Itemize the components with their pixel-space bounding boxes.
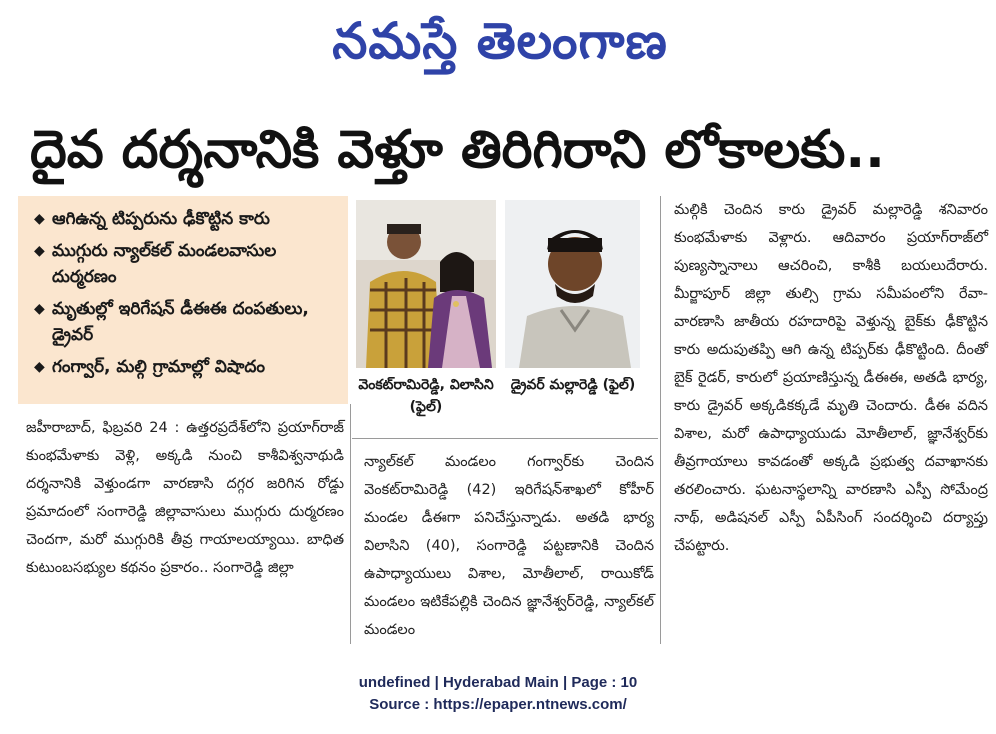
article-headline: దైవ దర్శనానికి వెళ్తూ తిరిగిరాని లోకాలకు.. [30,120,885,180]
highlight-item [34,238,338,290]
masthead-logo: నమస్తే తెలంగాణ [332,12,668,70]
article-column-3: మల్గికి చెందిన కారు డ్రైవర్ మల్లారెడ్డి శనివారం కుంభమేళాకు వెళ్లారు. ఆదివారం ప్రయాగ్‌రాజ్‌లో పుణ్యస్నానాలు ఆచరించి, కాశీకి బయలుదేరారు. మీర్జాపూర్ జిల్లా తుల్సి గ్రామ సమీపంలోని రేవా- వారణాసి జాతీయ రహదారిపై వెళ్తున్న బైక్‌కు ఢీకొట్టిన కారు అదుపుతప్పి ఆగి ఉన్న టిప్పర్‌కు ఢీకొట్టింది. దీంతో బైక్ రైడర్, కారులో ప్రయాణిస్తున్న డీఈఈ, అతడి భార్య, కారు డ్రైవర్ అక్కడికక్కడే మృతి చెందారు. డీఈ వదిన విశాల, మరో ఉపాధ్యాయుడు మోతీలాల్, జ్ఞానేశ్వర్‌కు తీవ్రగాయాలు కావడంతో అక్కడి ప్రభుత్వ దవాఖానకు తరలించారు. ఘటనాస్థలాన్ని వారణాసి ఎస్పీ సోమేంద్ర నాథ్, అడిషనల్ ఎస్పీ ఏపీసింగ్ సందర్శించి దర్యాప్తు చేపట్టారు. [674,202,988,554]
bullet-icon: ◆ [34,359,45,375]
highlight-item [34,296,338,348]
highlights-box [18,196,348,404]
footer-edition-info: undefined | Hyderabad Main | Page : 10 [358,674,638,691]
article-column-1: జహీరాబాద్, ఫిబ్రవరి 24 : ఉత్తరప్రదేశ్‌లోని ప్రయాగ్‌రాజ్ కుంభమేళాకు వెళ్లి, అక్కడి నుంచి కాశీవిశ్వనాథుడి దర్శనానికి వెళ్తుండగా వారణాసి దగ్గర జరిగిన రోడ్డు ప్రమాదంలో సంగారెడ్డి జిల్లావాసులు ముగ్గురు దుర్మరణం చెందగా, మరో ముగ్గురికి తీవ్ర గాయాలయ్యాయి. బాధిత కుటుంబసభ్యుల కథనం ప్రకారం.. సంగారెడ్డి జిల్లా [26,420,344,576]
highlight-text: ఆగిఉన్న టిప్పరును ఢీకొట్టిన కారు [52,209,270,229]
highlight-item [34,206,338,232]
driver-photo [505,200,640,368]
article-column-2: న్యాల్‌కల్ మండలం గంగ్వార్‌కు చెందిన వెంకట్‌రామిరెడ్డి (42) ఇరిగేషన్‌శాఖలో కోహీర్ మండల డీఈగా పనిచేస్తున్నాడు. అతడి భార్య విలాసిని (40), సంగారెడ్డి పట్టణానికి చెందిన ఉపాధ్యాయులు విశాల, మోతీలాల్, రాయికోడ్ మండలం ఇటికేపల్లికి చెందిన జ్ఞానేశ్వర్‌రెడ్డి, న్యాల్‌కల్ మండలం [364,454,654,638]
bullet-icon: ◆ [34,301,45,317]
highlight-text: మృతుల్లో ఇరిగేషన్ డీఈఈ దంపతులు, డ్రైవర్ [52,299,309,345]
couple-photo [356,200,496,368]
highlight-text: ముగ్గురు న్యాల్‌కల్ మండలవాసుల దుర్మరణం [52,241,277,287]
bullet-icon: ◆ [34,243,45,259]
highlight-text: గంగ్వార్, మల్గి గ్రామాల్లో విషాదం [52,357,266,377]
photo-caption-couple: వెంకట్‌రామిరెడ్డి, విలాసిని (ఫైల్) [358,377,494,415]
section-divider [352,438,658,439]
photo-caption-driver: డ్రైవర్ మల్లారెడ్డి (ఫైల్) [510,377,636,393]
bullet-icon: ◆ [34,211,45,227]
column-divider [660,196,661,644]
footer-source-link[interactable]: Source : https://epaper.ntnews.com/ [369,696,627,713]
column-divider [350,404,351,644]
highlight-item [34,354,338,380]
